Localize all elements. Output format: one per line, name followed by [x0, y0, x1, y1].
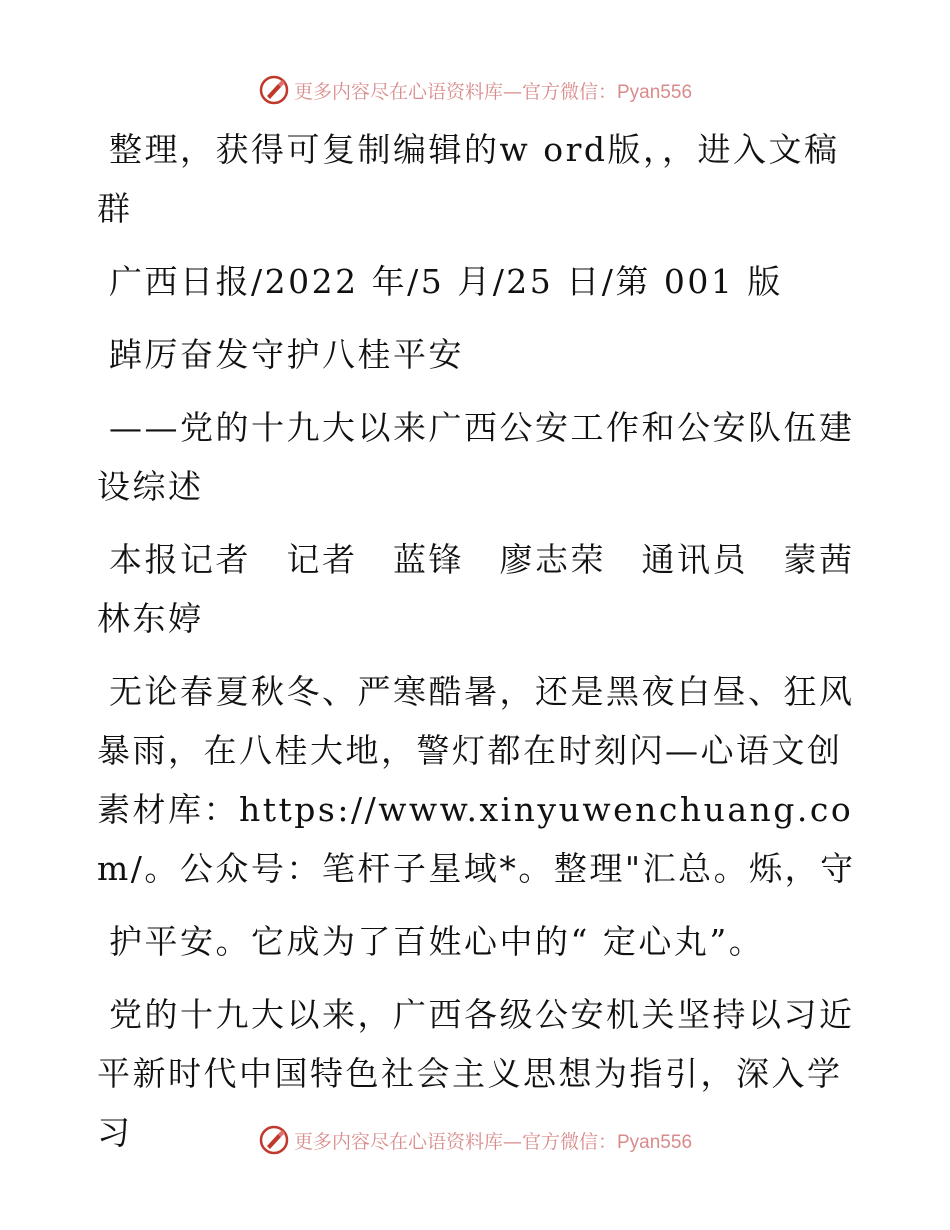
- paragraph-intro: 整理，获得可复制编辑的w ord版，，进入文稿群: [97, 130, 840, 228]
- document-body: [97, 120, 857, 1176]
- paragraph-body-2: 护平安。它成为了百姓心中的“ 定心丸”。: [109, 922, 765, 961]
- pen-logo-icon: [258, 74, 290, 106]
- paragraph-source: 广西日报/2022 年/5 月/25 日/第 001 版: [109, 262, 783, 301]
- paragraph-body-1: 无论春夏秋冬、严寒酷暑，还是黑夜白昼、狂风暴雨，在八桂大地，警灯都在时刻闪—心语文创素材库：https://www.xinyuwenchuang.com/。公众号：笔杆子星域*。整理"汇总。烁，守: [97, 672, 856, 888]
- paragraph-subtitle: ——党的十九大以来广西公安工作和公安队伍建设综述: [97, 408, 855, 506]
- watermark-text: 更多内容尽在心语资料库—官方微信：: [293, 80, 617, 103]
- watermark-wechat-id: Pyan556: [617, 1131, 693, 1153]
- watermark-text: 更多内容尽在心语资料库—官方微信：: [293, 1130, 617, 1153]
- paragraph-title: 踔厉奋发守护八桂平安: [109, 335, 464, 374]
- header-watermark: [0, 70, 950, 110]
- footer-watermark: [0, 1120, 950, 1160]
- pen-logo-icon: [258, 1124, 290, 1156]
- paragraph-body-3: 党的十九大以来，广西各级公安机关坚持以习近平新时代中国特色社会主义思想为指引，深入学习: [97, 995, 855, 1152]
- watermark-wechat-id: Pyan556: [617, 81, 693, 103]
- paragraph-byline: 本报记者 记者 蓝锋 廖志荣 通讯员 蒙茜林东婷: [97, 540, 855, 638]
